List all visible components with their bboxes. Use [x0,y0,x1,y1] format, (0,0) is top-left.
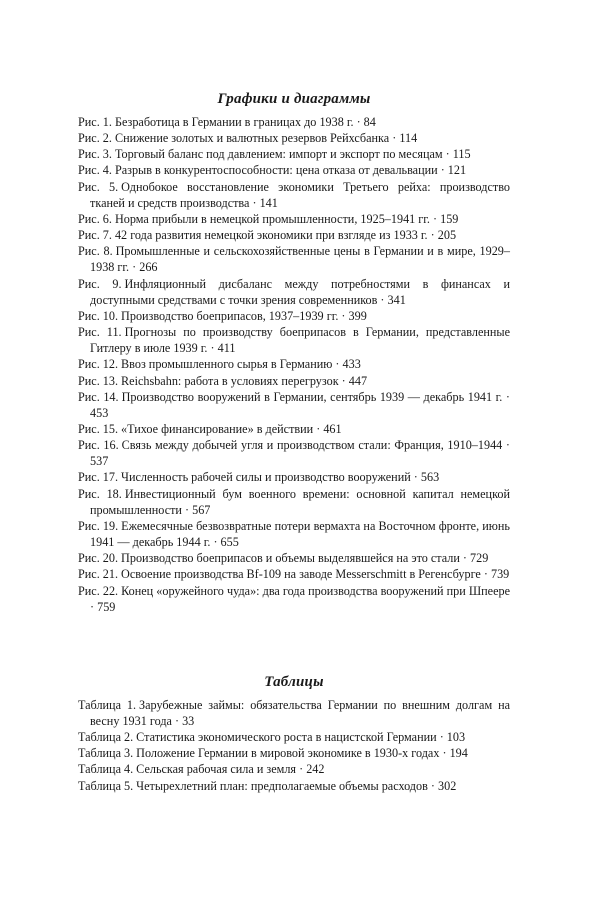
figure-entry [78,227,510,243]
figure-entry-label: Рис. 12. [78,357,119,372]
figure-entry-text: Норма прибыли в немецкой промышленности, 1925–1941 гг. · 159 [114,211,459,226]
figure-entry [78,437,510,469]
figure-entry-text: Производство боеприпасов, 1937–1939 гг. · 399 [121,308,367,323]
figure-entry [78,469,510,485]
figure-entry-label: Рис. 16. [78,438,119,453]
figure-entry-text: Снижение золотых и валютных резервов Рейхсбанка · 114 [114,131,418,146]
figure-entry [78,373,510,389]
figure-entry [78,276,510,308]
figure-entry-label: Рис. 18. [78,486,122,501]
figure-entry [78,130,510,146]
figure-entry-label: Рис. 11. [78,325,122,340]
figure-entry-label: Рис. 19. [78,518,119,533]
figure-entry [78,566,510,582]
figure-entry [78,308,510,324]
figure-entry-label: Рис. 8. [78,244,113,259]
figure-entry-label: Рис. 10. [78,308,119,323]
figure-entry-text: 42 года развития немецкой экономики при взгляде из 1933 г. · 205 [114,228,457,243]
figure-entry [78,179,510,211]
figure-entry-text: Разрыв в конкурентоспособности: цена отказа от девальвации · 121 [114,163,467,178]
table-entry-label: Таблица 3. [78,746,134,761]
table-entry [78,778,510,794]
table-entry-text: Зарубежные займы: обязательства Германии по внешним долгам на весну 1931 года · 33 [90,697,510,728]
table-entry-text: Сельская рабочая сила и земля · 242 [136,762,325,777]
figure-entry-text: «Тихое финансирование» в действии · 461 [121,421,342,436]
figure-entry [78,550,510,566]
figure-entry-label: Рис. 15. [78,421,119,436]
figure-entry-label: Рис. 14. [78,389,119,404]
figure-entry-text: Производство вооружений в Германии, сентябрь 1939 — декабрь 1941 г. · 453 [90,389,510,420]
figure-entry-label: Рис. 3. [78,147,112,162]
figure-entry [78,243,510,275]
figure-entry-text: Освоение производства Bf-109 на заводе Messerschmitt в Регенсбурге · 739 [121,567,510,582]
figure-entry-label: Рис. 9. [78,276,122,291]
figure-entry-text: Численность рабочей силы и производство вооружений · 563 [121,470,440,485]
figure-entry-label: Рис. 5. [78,179,119,194]
table-entry-label: Таблица 4. [78,762,134,777]
figure-entry [78,146,510,162]
table-entry-label: Таблица 1. [78,697,137,712]
figure-entry-text: Безработица в Германии в границах до 1938 г. · 84 [114,115,376,129]
figure-entry [78,162,510,178]
table-entry-label: Таблица 2. [78,730,134,745]
figure-entry [78,583,510,615]
figure-entry [78,114,510,130]
table-entry [78,697,510,729]
figure-entry-label: Рис. 22. [78,583,119,598]
table-entry-text: Статистика экономического роста в нацистской Германии · 103 [136,730,466,745]
figure-entry-text: Промышленные и сельскохозяйственные цены в Германии и в мире, 1929–1938 гг. · 266 [90,244,510,275]
figure-entry-text: Инфляционный дисбаланс между потребностями в финансах и доступными средствами с точки зрения современников · 341 [90,276,510,307]
figure-entry [78,421,510,437]
figure-entry [78,518,510,550]
table-entry [78,729,510,745]
table-entry [78,745,510,761]
figure-entry-text: Ежемесячные безвозвратные потери вермахта на Восточном фронте, июнь 1941 — декабрь 1944 г. · 655 [90,518,510,550]
figure-entry-label: Рис. 21. [78,567,119,582]
table-entry-text: Четырехлетний план: предполагаемые объемы расходов · 302 [136,778,457,793]
figure-entry [78,486,510,518]
figure-entry-text: Инвестиционный бум военного времени: основной капитал немецкой промышленности · 567 [90,486,510,517]
figures-list [78,114,510,615]
figure-entry [78,211,510,227]
page [78,0,510,794]
figure-entry-text: Производство боеприпасов и объемы выделявшейся на это стали · 729 [121,551,489,566]
figure-entry [78,356,510,372]
figure-entry-label: Рис. 4. [78,163,112,178]
figure-entry-label: Рис. 1. [78,115,112,129]
figure-entry-label: Рис. 6. [78,211,112,226]
figure-entry-label: Рис. 17. [78,470,119,485]
tables-section-title: Таблицы [264,673,324,690]
tables-list [78,697,510,794]
figure-entry-text: Связь между добычей угля и производством стали: Франция, 1910–1944 · 537 [90,438,510,469]
figure-entry [78,389,510,421]
figure-entry-label: Рис. 13. [78,373,119,388]
figure-entry-label: Рис. 7. [78,228,112,243]
figures-section-title: Графики и диаграммы [217,91,371,107]
figure-entry-text: Ввоз промышленного сырья в Германию · 433 [121,357,361,372]
figure-entry-text: Конец «оружейного чуда»: два года производства вооружений при Шпеере · 759 [90,583,510,614]
figure-entry-label: Рис. 20. [78,551,119,566]
figure-entry-label: Рис. 2. [78,131,112,146]
table-entry-label: Таблица 5. [78,778,134,793]
figure-entry-text: Прогнозы по производству боеприпасов в Германии, представленные Гитлеру в июле 1939 г. · 411 [90,325,510,356]
table-entry-text: Положение Германии в мировой экономике в 1930-х годах · 194 [136,746,468,761]
figure-entry-text: Торговый баланс под давлением: импорт и экспорт по месяцам · 115 [114,147,471,162]
figure-entry-text: Однобокое восстановление экономики Третьего рейха: производство тканей и средств производства · 141 [90,179,510,210]
figure-entry-text: Reichsbahn: работа в условиях перегрузок · 447 [121,373,368,388]
figure-entry [78,324,510,356]
table-entry [78,761,510,777]
